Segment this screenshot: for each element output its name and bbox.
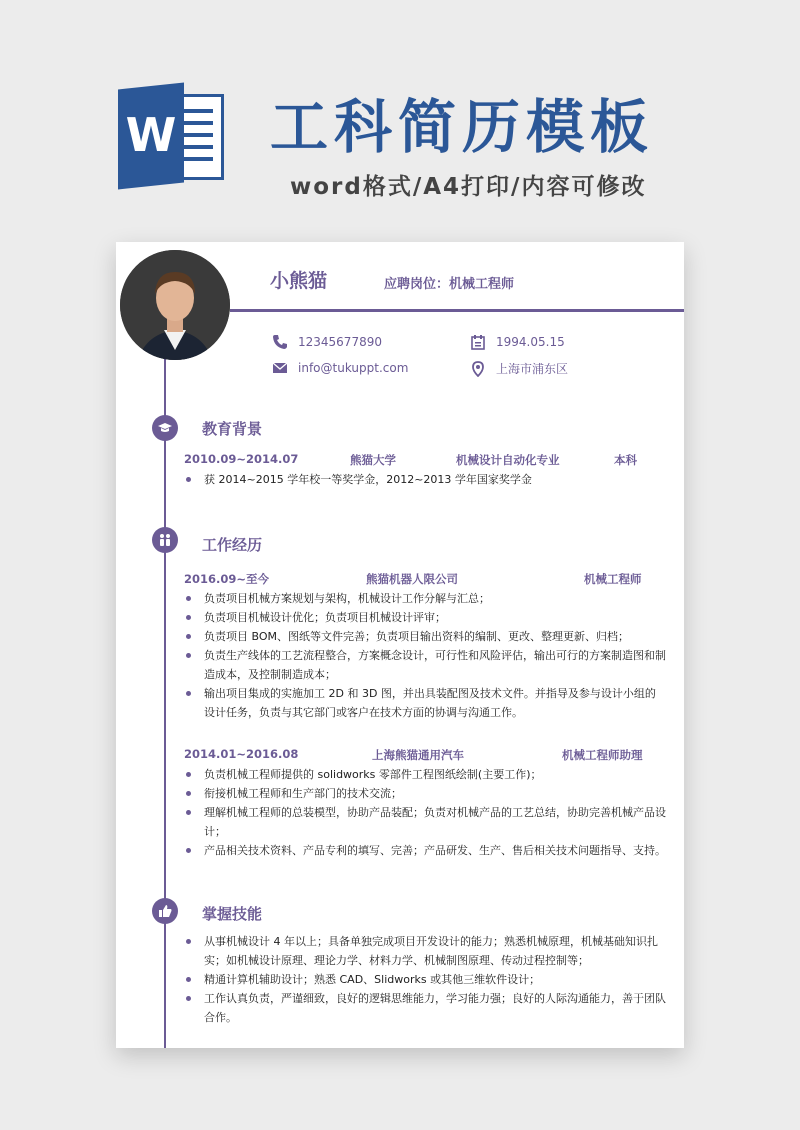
- resume-paper: [116, 242, 684, 1048]
- education-major: 机械设计自动化专业: [456, 453, 560, 467]
- list-item: 负责机械工程师提供的 solidworks 零部件工程图纸绘制(主要工作)；: [186, 765, 666, 784]
- candidate-name: 小熊猫: [270, 270, 328, 292]
- skills-list: [186, 932, 666, 1027]
- contact-email: [272, 360, 408, 376]
- email-text: info@tukuppt.com: [298, 361, 409, 375]
- list-item: 精通计算机辅助设计；熟悉 CAD、Slidworks 或其他三维软件设计；: [186, 970, 666, 989]
- job-period: 2014.01~2016.08: [184, 747, 299, 761]
- logo-letter: W: [125, 108, 177, 162]
- education-list: [186, 470, 666, 489]
- contact-phone: [272, 334, 382, 350]
- list-item: 理解机械工程师的总装模型，协助产品装配；负责对机械产品的工艺总结，协助完善机械产品设计；: [186, 803, 666, 841]
- list-item: 负责项目 BOM、图纸等文件完善；负责项目输出资料的编制、更改、整理更新、归档；: [186, 627, 666, 646]
- location-pin-icon: [470, 361, 486, 377]
- list-item: 衔接机械工程师和生产部门的技术交流；: [186, 784, 666, 803]
- list-item: 产品相关技术资料、产品专利的填写、完善；产品研发、生产、售后相关技术问题指导、支持。: [186, 841, 666, 860]
- thumbs-up-icon: [152, 898, 178, 924]
- portrait-image: [120, 250, 230, 360]
- list-item: 负责项目机械方案规划与架构，机械设计工作分解与汇总；: [186, 589, 666, 608]
- header-divider: [230, 309, 684, 312]
- section-title-skills: 掌握技能: [202, 905, 263, 923]
- location-text: 上海市浦东区: [496, 362, 569, 376]
- page-subtitle: word格式/A4打印/内容可修改: [290, 174, 647, 200]
- job-position: 应聘岗位：机械工程师: [384, 277, 515, 292]
- contact-birth: [470, 334, 565, 350]
- avatar: [120, 250, 230, 360]
- phone-text: 12345677890: [298, 335, 382, 349]
- list-item: 从事机械设计 4 年以上；具备单独完成项目开发设计的能力；熟悉机械原理，机械基础知识扎实；如机械设计原理、理论力学、材料力学、机械制图原理、传动过程控制等；: [186, 932, 666, 970]
- phone-icon: [272, 334, 288, 350]
- word-badge: [118, 83, 184, 190]
- calendar-icon: [470, 334, 486, 350]
- job-duties-list: [186, 765, 666, 860]
- list-item: 获 2014~2015 学年校一等奖学金，2012~2013 学年国家奖学金: [186, 470, 666, 489]
- section-title-work: 工作经历: [202, 536, 263, 554]
- mail-icon: [272, 360, 288, 376]
- timeline-line: [164, 352, 166, 1048]
- word-logo-icon: [118, 86, 228, 186]
- job-company: 熊猫机器人限公司: [366, 572, 458, 586]
- graduation-cap-icon: [152, 415, 178, 441]
- education-degree: 本科: [614, 453, 637, 467]
- contact-location: [470, 360, 568, 377]
- page-title: 工科简历模板: [270, 93, 655, 161]
- list-item: 工作认真负责，严谨细致，良好的逻辑思维能力，学习能力强；良好的人际沟通能力，善于团队合作。: [186, 989, 666, 1027]
- job-company: 上海熊猫通用汽车: [372, 748, 464, 762]
- birth-text: 1994.05.15: [496, 335, 565, 349]
- job-duties-list: [186, 589, 666, 722]
- list-item: 负责生产线体的工艺流程整合，方案概念设计，可行性和风险评估，输出可行的方案制造图和制造成本，及控制制造成本；: [186, 646, 666, 684]
- education-period: 2010.09~2014.07: [184, 452, 299, 466]
- job-role: 机械工程师助理: [562, 748, 643, 762]
- list-item: 输出项目集成的实施加工 2D 和 3D 图，并出具装配图及技术文件。并指导及参与设计小组的设计任务，负责与其它部门或客户在技术方面的协调与沟通工作。: [186, 684, 666, 722]
- list-item: 负责项目机械设计优化；负责项目机械设计评审；: [186, 608, 666, 627]
- job-role: 机械工程师: [584, 572, 642, 586]
- job-period: 2016.09~至今: [184, 572, 270, 586]
- education-school: 熊猫大学: [350, 453, 396, 467]
- section-title-education: 教育背景: [202, 420, 263, 438]
- people-icon: [152, 527, 178, 553]
